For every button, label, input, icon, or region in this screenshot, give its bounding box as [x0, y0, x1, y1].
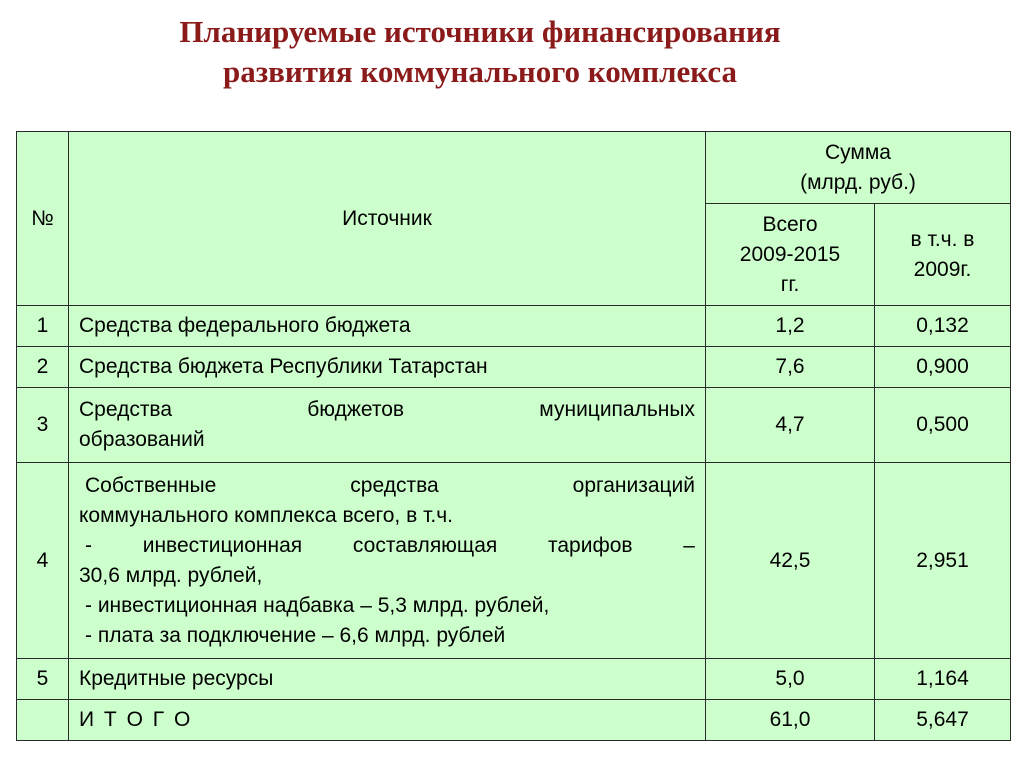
financing-table	[16, 131, 1011, 741]
total-row-label: И Т О Г О	[69, 700, 706, 741]
row-year-2009: 0,900	[875, 347, 1011, 388]
row-source-line: коммунального комплекса всего, в т.ч.	[79, 503, 453, 527]
header-sum-label: Сумма	[825, 140, 891, 164]
header-total-line-2: 2009-2015	[739, 242, 841, 266]
row-total: 7,6	[706, 347, 875, 388]
row-year-2009: 0,132	[875, 306, 1011, 347]
table-row	[17, 388, 1011, 463]
row-source: Кредитные ресурсы	[69, 659, 706, 700]
table-row	[17, 306, 1011, 347]
row-number: 2	[17, 347, 69, 388]
row-year-2009: 2,951	[875, 463, 1011, 659]
title-line-2: развития коммунального комплекса	[222, 54, 738, 89]
row-year-2009: 1,164	[875, 659, 1011, 700]
row-source-line: - инвестиционная составляющая тарифов –	[85, 533, 695, 557]
row-source-line: - инвестиционная надбавка – 5,3 млрд. рублей,	[85, 593, 550, 617]
total-row-number	[17, 700, 69, 741]
row-source-line: 30,6 млрд. рублей,	[79, 563, 263, 587]
header-total-line-3: гг.	[780, 272, 800, 296]
row-total: 1,2	[706, 306, 875, 347]
row-source	[69, 388, 706, 463]
row-source-line: Собственные средства организаций	[85, 473, 695, 497]
page-title	[0, 12, 960, 92]
table-row	[17, 347, 1011, 388]
row-number: 3	[17, 388, 69, 463]
table-row	[17, 463, 1011, 659]
row-source: Средства федерального бюджета	[69, 306, 706, 347]
header-sum-unit: (млрд. руб.)	[800, 170, 916, 194]
row-total: 5,0	[706, 659, 875, 700]
header-total-line-1: Всего	[762, 212, 818, 236]
header-source: Источник	[69, 132, 706, 306]
row-number: 4	[17, 463, 69, 659]
header-year-line-2: 2009г.	[913, 257, 972, 281]
header-sum	[706, 132, 1011, 204]
row-source-line: образований	[79, 428, 205, 451]
title-line-1: Планируемые источники финансирования	[179, 14, 781, 49]
row-year-2009: 0,500	[875, 388, 1011, 463]
header-total-period	[706, 204, 875, 306]
total-row-sum: 61,0	[706, 700, 875, 741]
row-source: Средства бюджета Республики Татарстан	[69, 347, 706, 388]
header-number: №	[17, 132, 69, 306]
row-number: 1	[17, 306, 69, 347]
row-source-line: - плата за подключение – 6,6 млрд. рублей	[85, 623, 506, 647]
row-source	[69, 463, 706, 659]
header-year-2009	[875, 204, 1011, 306]
row-number: 5	[17, 659, 69, 700]
total-row-year-2009: 5,647	[875, 700, 1011, 741]
total-row	[17, 700, 1011, 741]
row-total: 4,7	[706, 388, 875, 463]
row-total: 42,5	[706, 463, 875, 659]
table-row	[17, 659, 1011, 700]
row-source-line: Средства бюджетов муниципальных	[79, 398, 695, 421]
header-year-line-1: в т.ч. в	[910, 227, 975, 251]
header-row-1	[17, 132, 1011, 204]
